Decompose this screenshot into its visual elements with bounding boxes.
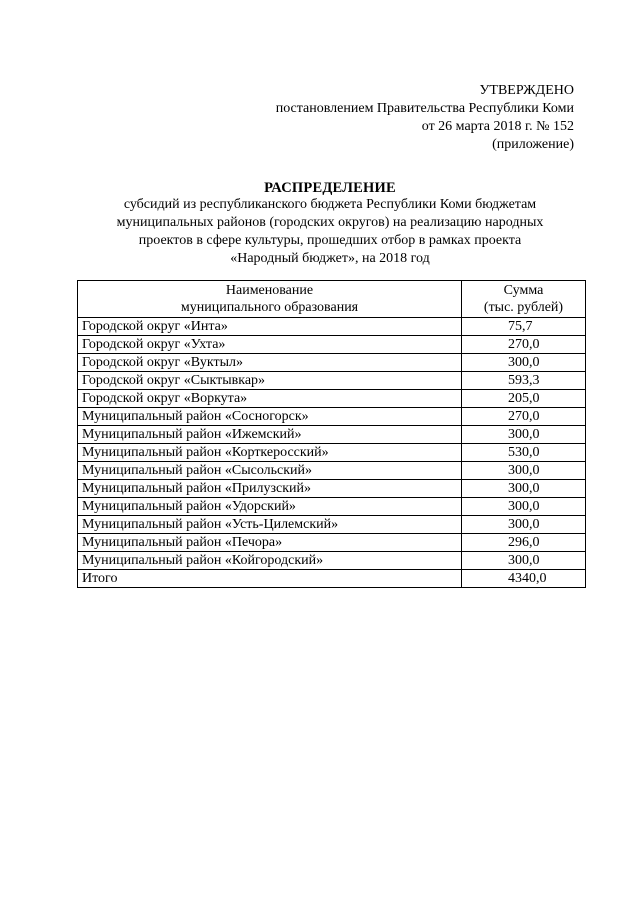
approval-status: УТВЕРЖДЕНО — [479, 83, 574, 98]
table-body — [78, 318, 586, 588]
table-row — [78, 372, 586, 390]
table-row — [78, 336, 586, 354]
subsidy-amount: 300,0 — [462, 498, 586, 516]
subtitle-line: «Народный бюджет», на 2018 год — [230, 251, 430, 266]
approval-resolution: постановлением Правительства Республики Коми — [275, 101, 574, 116]
municipality-name: Городской округ «Ухта» — [78, 336, 462, 354]
municipality-name: Муниципальный район «Удорский» — [78, 498, 462, 516]
table-row — [78, 444, 586, 462]
table-row — [78, 534, 586, 552]
municipality-name: Муниципальный район «Прилузский» — [78, 480, 462, 498]
table-row — [78, 426, 586, 444]
subsidy-amount: 300,0 — [462, 426, 586, 444]
total-amount: 4340,0 — [462, 570, 586, 588]
table-row — [78, 390, 586, 408]
subtitle-line: проектов в сфере культуры, прошедших отбор в рамках проекта — [138, 233, 522, 248]
subsidy-amount: 593,3 — [462, 372, 586, 390]
subsidy-amount: 530,0 — [462, 444, 586, 462]
approval-appendix-note: (приложение) — [492, 137, 574, 152]
subtitle-line: субсидий из республиканского бюджета Республики Коми бюджетам — [123, 197, 537, 212]
municipality-name: Городской округ «Вуктыл» — [78, 354, 462, 372]
table-row — [78, 318, 586, 336]
municipality-name: Муниципальный район «Сосногорск» — [78, 408, 462, 426]
subsidy-amount: 296,0 — [462, 534, 586, 552]
municipality-name: Муниципальный район «Усть-Цилемский» — [78, 516, 462, 534]
subtitle-line: муниципальных районов (городских округов) на реализацию народных — [116, 215, 544, 230]
municipality-name: Муниципальный район «Корткеросский» — [78, 444, 462, 462]
table-row — [78, 462, 586, 480]
column-header-amount-line1: Сумма — [503, 283, 544, 298]
subsidy-amount: 300,0 — [462, 480, 586, 498]
table-row — [78, 354, 586, 372]
column-header-name-line1: Наименование — [225, 283, 314, 298]
document-subtitle — [60, 196, 600, 268]
municipality-name: Городской округ «Сыктывкар» — [78, 372, 462, 390]
approval-block — [276, 82, 574, 154]
table-header-row — [78, 281, 586, 318]
municipality-name: Городской округ «Воркута» — [78, 390, 462, 408]
table-total-row — [78, 570, 586, 588]
municipality-name: Городской округ «Инта» — [78, 318, 462, 336]
table-row — [78, 408, 586, 426]
subsidy-amount: 300,0 — [462, 462, 586, 480]
column-header-name-line2: муниципального образования — [180, 300, 359, 315]
column-header-amount-line2: (тыс. рублей) — [483, 300, 564, 315]
subsidy-amount: 300,0 — [462, 354, 586, 372]
municipality-name: Муниципальный район «Койгородский» — [78, 552, 462, 570]
municipality-name: Муниципальный район «Ижемский» — [78, 426, 462, 444]
subsidy-amount: 75,7 — [462, 318, 586, 336]
subsidy-amount: 205,0 — [462, 390, 586, 408]
subsidy-amount: 270,0 — [462, 408, 586, 426]
table-row — [78, 498, 586, 516]
municipality-name: Муниципальный район «Печора» — [78, 534, 462, 552]
approval-date-number: от 26 марта 2018 г. № 152 — [421, 119, 574, 134]
column-header-amount — [462, 281, 586, 318]
table-row — [78, 552, 586, 570]
subsidy-amount: 300,0 — [462, 552, 586, 570]
distribution-table — [77, 280, 586, 588]
total-label: Итого — [78, 570, 462, 588]
table-row — [78, 480, 586, 498]
subsidy-amount: 300,0 — [462, 516, 586, 534]
subsidy-amount: 270,0 — [462, 336, 586, 354]
municipality-name: Муниципальный район «Сысольский» — [78, 462, 462, 480]
column-header-name — [78, 281, 462, 318]
document-title: РАСПРЕДЕЛЕНИЕ — [264, 180, 396, 196]
table-row — [78, 516, 586, 534]
